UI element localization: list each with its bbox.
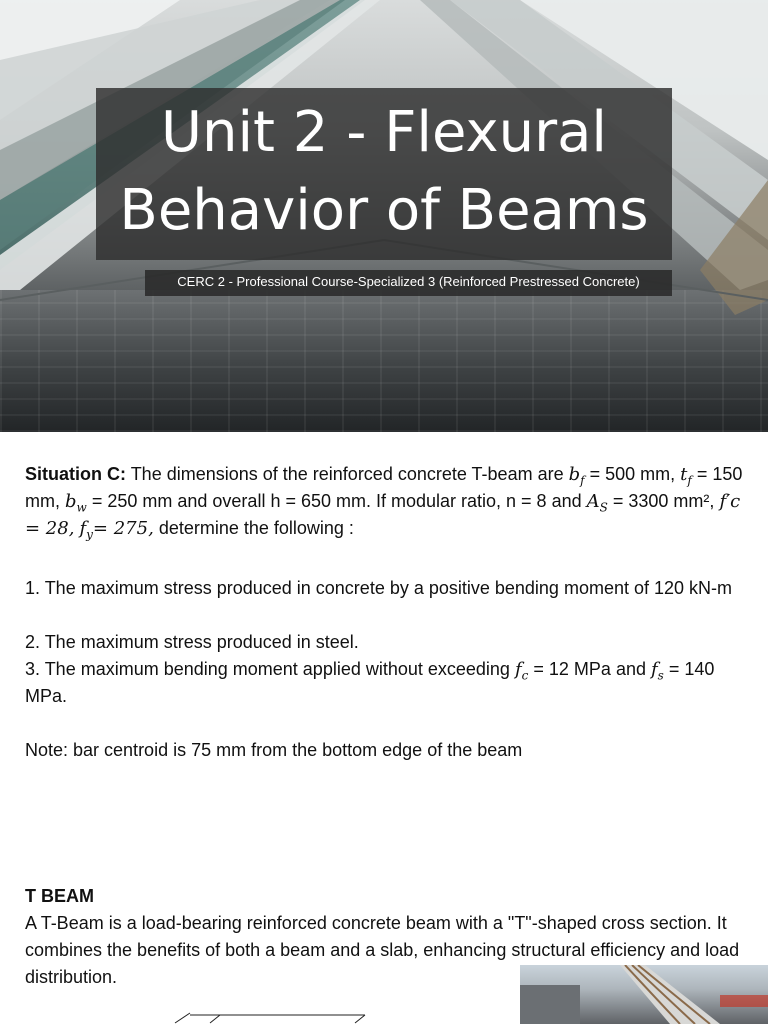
question-3: 3. The maximum bending moment applied without exceeding $f_c = 12$ MPa and $f_s = 140$ MPa. bbox=[25, 659, 715, 706]
question-2: 2. The maximum stress produced in steel. bbox=[25, 632, 359, 652]
tbeam-description: A T-Beam is a load-bearing reinforced concrete beam with a "T"-shaped cross section. It combines the benefits of both a beam and a slab, enhancing structural efficiency and load distribution. bbox=[25, 913, 740, 987]
tbeam-heading: T BEAM bbox=[25, 886, 94, 906]
situation-label: Situation C: bbox=[25, 464, 126, 484]
question-1: 1. The maximum stress produced in concrete by a positive bending moment of 120 kN-m bbox=[25, 578, 733, 598]
note-text: Note: bar centroid is 75 mm from the bottom edge of the beam bbox=[25, 740, 523, 760]
tbeam-sketch bbox=[150, 1005, 370, 1024]
situation-paragraph: Situation C: The dimensions of the reinforced concrete T-beam are $b_f = 500$ mm, $t_f = 150$ mm, $b_w = 250$ mm and overall h = 650 mm. If modular ratio, n = 8 and $A_S = 3300$ mm², f′c = 28, $f_y= 275$, determine the following : bbox=[25, 464, 743, 542]
page-title: Unit 2 - Flexural Behavior of Beams bbox=[119, 100, 649, 243]
rebar-graphic bbox=[520, 965, 768, 1024]
page-subtitle: CERC 2 - Professional Course-Specialized 3 (Reinforced Prestressed Concrete) bbox=[177, 274, 640, 289]
tbeam-photo bbox=[520, 965, 768, 1024]
